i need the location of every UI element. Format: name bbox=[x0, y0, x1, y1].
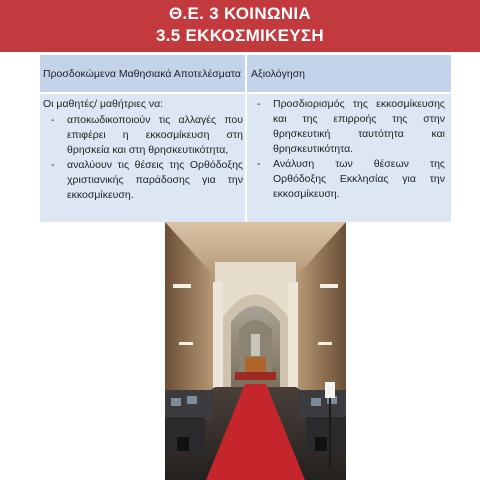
title-line-1: Θ.Ε. 3 ΚΟΙΝΩΝΙΑ bbox=[168, 4, 312, 23]
column-header-assessment: Αξιολόγηση bbox=[251, 68, 306, 80]
church-interior-illustration bbox=[165, 222, 346, 480]
assessment-list bbox=[253, 97, 445, 202]
title-line-2: 3.5 ΕΚΚΟΣΜΙΚΕΥΣΗ bbox=[155, 26, 324, 45]
assessment-cell bbox=[253, 97, 445, 202]
list-item: - Ανάλυση των θέσεων της Ορθόδοξης Εκκλησίας για την εκκοσμίκευση. bbox=[253, 157, 445, 202]
learning-outcomes-table bbox=[40, 55, 451, 222]
title-banner bbox=[0, 0, 480, 52]
column-divider bbox=[245, 55, 247, 222]
outcomes-cell bbox=[43, 97, 243, 203]
church-library-photo bbox=[165, 222, 346, 480]
outcomes-intro: Οι μαθητές/ μαθήτριες να: bbox=[43, 98, 164, 110]
column-header-outcomes: Προσδοκώμενα Μαθησιακά Αποτελέσματα bbox=[43, 68, 241, 80]
list-item: - Προσδιορισμός της εκκοσμίκευσης και της επιρροής της στην θρησκευτική ταυτότητα και θρησκευτικότητα. bbox=[253, 97, 445, 157]
list-item: - αναλύουν τις θέσεις της Ορθόδοξης χριστιανικής παράδοσης για την εκκοσμίκευση. bbox=[43, 158, 243, 203]
outcomes-list bbox=[43, 113, 243, 203]
list-item: - αποκωδικοποιούν τις αλλαγές που επιφέρει η εκκοσμίκευση στη θρησκεία και στη θρησκευτικότητα, bbox=[43, 113, 243, 158]
